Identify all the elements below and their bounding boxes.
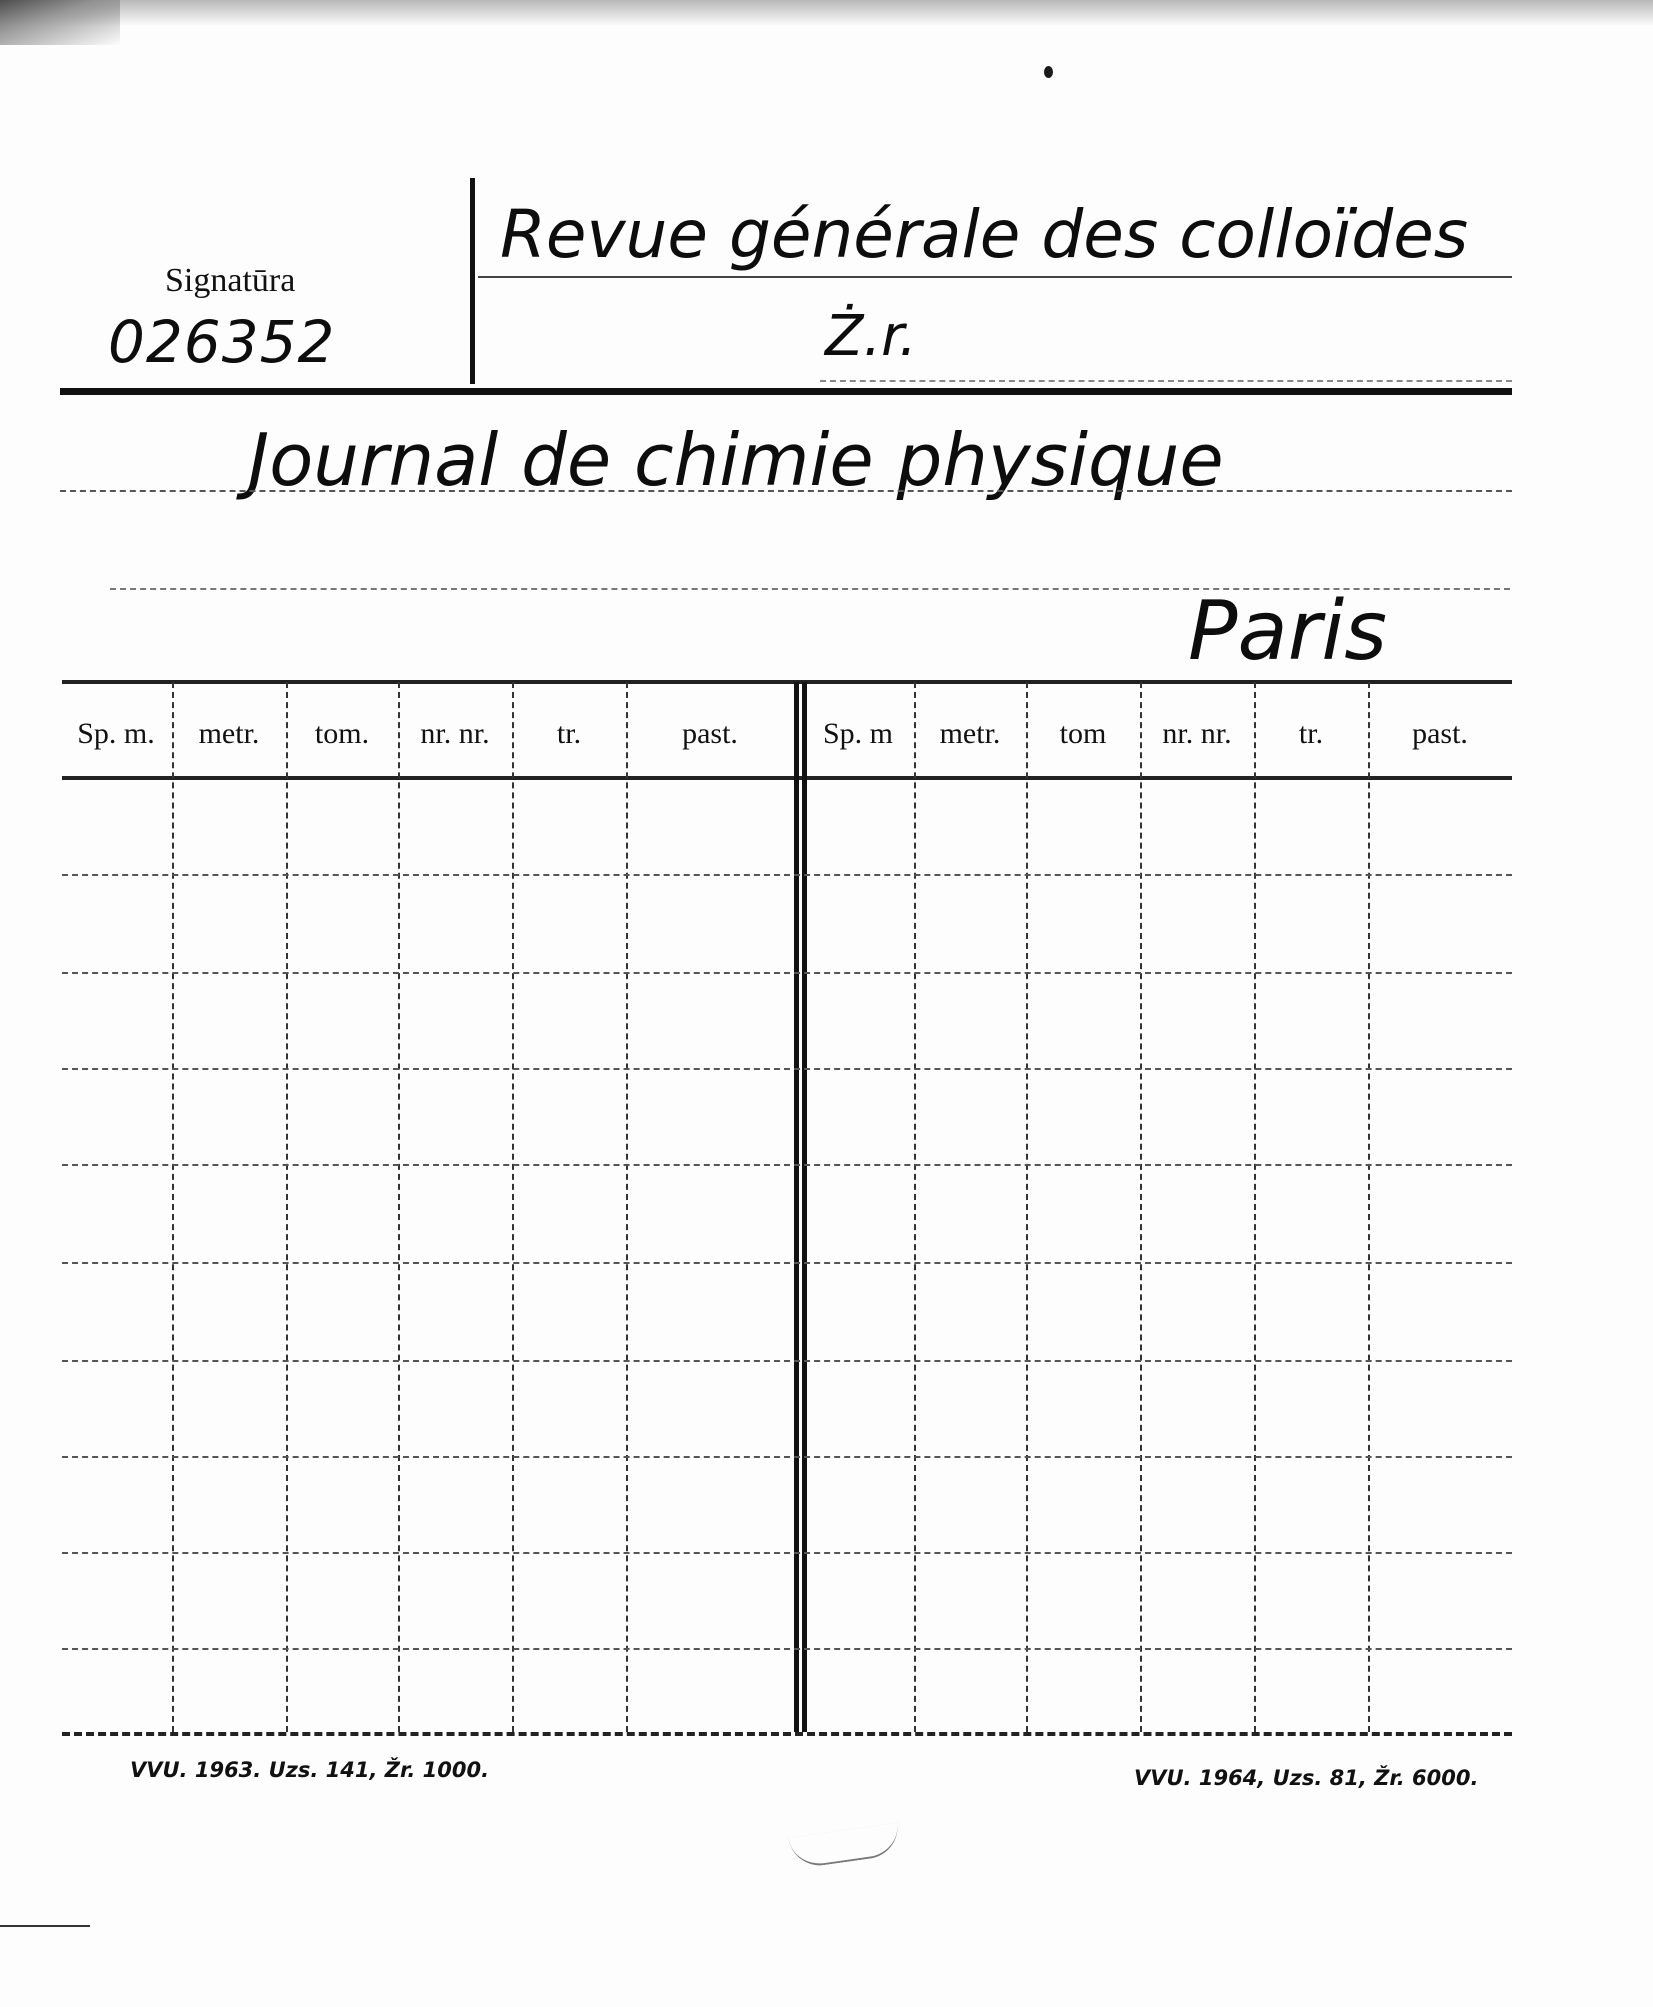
col-header-metr-left: metr. [198, 717, 260, 750]
row-rule-9 [62, 1648, 1512, 1650]
ink-dot [1044, 66, 1053, 78]
col-header-nr-right: nr. nr. [1162, 717, 1232, 750]
row-rule-5 [62, 1262, 1512, 1264]
row-rule-7 [62, 1456, 1512, 1458]
row-rule-2 [62, 972, 1512, 974]
col-rule-10 [1254, 682, 1256, 1732]
col-rule-2 [286, 682, 288, 1732]
row-rule-1 [62, 874, 1512, 876]
col-rule-5 [626, 682, 628, 1732]
col-header-metr-right: metr. [939, 717, 1001, 750]
title-2-rule [60, 490, 1512, 492]
col-rule-center-a [794, 682, 799, 1732]
col-rule-8 [1026, 682, 1028, 1732]
header-divider [470, 178, 475, 384]
col-rule-11 [1368, 682, 1370, 1732]
place-handwritten: Paris [1188, 584, 1387, 679]
col-header-past-left: past. [682, 717, 738, 750]
stray-pencil-mark [788, 1823, 901, 1870]
table-header-rule [62, 776, 1512, 780]
row-rule-4 [62, 1164, 1512, 1166]
col-rule-3 [398, 682, 400, 1732]
header-bottom-rule-right [820, 380, 1512, 382]
col-rule-9 [1140, 682, 1142, 1732]
table-top-rule [62, 680, 1512, 684]
col-header-sp-m-right: Sp. m [822, 717, 894, 750]
scan-corner-top-left [0, 0, 120, 45]
row-rule-6 [62, 1360, 1512, 1362]
col-rule-7 [914, 682, 916, 1732]
row-rule-8 [62, 1552, 1512, 1554]
title-1-extra: Ż.r. [825, 304, 917, 369]
title-2-handwritten: Journal de chimie physique [248, 418, 1224, 502]
scan-edge-top [0, 0, 1653, 26]
col-header-nr-left: nr. nr. [420, 717, 490, 750]
col-header-tom-left: tom. [314, 717, 370, 750]
title-1-rule [478, 276, 1512, 278]
signature-number: 026352 [108, 308, 336, 376]
col-header-past-right: past. [1412, 717, 1468, 750]
header-bottom-rule [60, 388, 1512, 395]
col-rule-center-b [802, 682, 807, 1732]
col-header-tom-right: tom [1059, 717, 1107, 750]
col-rule-4 [512, 682, 514, 1732]
footer-note-left: VVU. 1963. Uzs. 141, Žr. 1000. [130, 1758, 490, 1782]
footer-note-right: VVU. 1964, Uzs. 81, Žr. 6000. [1134, 1766, 1479, 1790]
col-rule-1 [172, 682, 174, 1732]
col-header-tr-right: tr. [1298, 717, 1324, 750]
row-rule-3 [62, 1068, 1512, 1070]
col-header-sp-m-left: Sp. m. [77, 717, 155, 750]
title-1-handwritten: Revue générale des colloïdes [500, 196, 1469, 273]
scan-edge-bottom-left [0, 1925, 90, 1927]
signature-label: Signatūra [165, 262, 296, 299]
table-bottom-rule [62, 1732, 1512, 1736]
col-header-tr-left: tr. [556, 717, 582, 750]
